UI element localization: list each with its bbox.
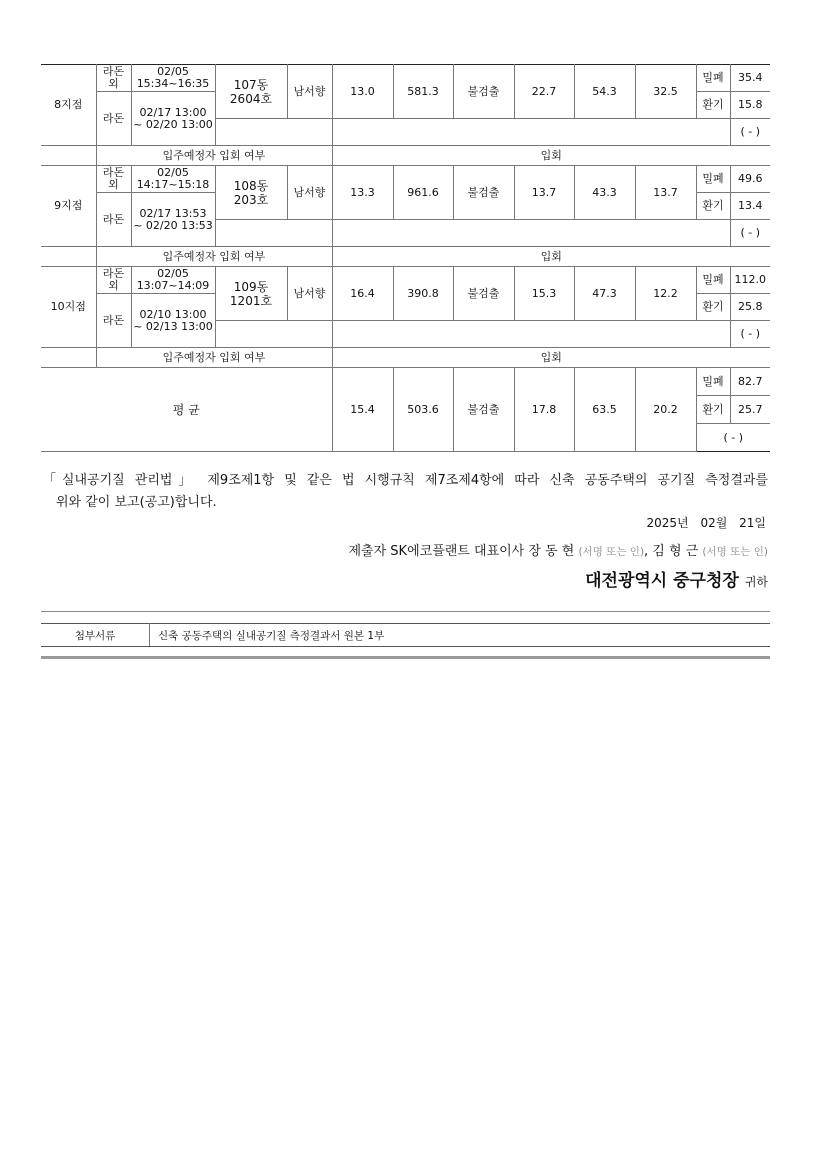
- sample-type: 라돈 외: [96, 267, 131, 294]
- sample-period: 02/17 13:00 ~ 02/20 13:00: [131, 92, 215, 146]
- vent-value: 13.4: [730, 193, 770, 220]
- value-cell: 15.4: [332, 368, 393, 452]
- blank-value: ( - ): [696, 424, 770, 452]
- attend-value: 입회: [332, 247, 770, 267]
- table-row: [41, 65, 770, 92]
- signature-placeholder: (서명 또는 인): [578, 546, 645, 558]
- values-lower: [332, 220, 730, 247]
- value-cell: 13.3: [332, 166, 393, 220]
- divider: [41, 656, 770, 659]
- sample-type: 라돈: [96, 193, 131, 247]
- attend-value: 입회: [332, 146, 770, 166]
- site-name: 10지점: [41, 267, 96, 348]
- table-row: [41, 348, 770, 368]
- value-cell: 불검출: [453, 166, 514, 220]
- unit-cell-lower: [215, 220, 332, 247]
- values-lower: [332, 321, 730, 348]
- vent-label: 환기: [696, 396, 730, 424]
- sample-type: 라돈 외: [96, 166, 131, 193]
- vent-label: 환기: [696, 193, 730, 220]
- value-cell: 20.2: [635, 368, 696, 452]
- closed-label: 밀폐: [696, 267, 730, 294]
- site-name-lower: [41, 348, 96, 368]
- value-cell: 13.7: [514, 166, 574, 220]
- divider: [41, 611, 770, 612]
- unit-cell: 107동 2604호: [215, 65, 287, 119]
- sample-period: 02/05 14:17~15:18: [131, 166, 215, 193]
- sample-type: 라돈: [96, 294, 131, 348]
- table-row: [41, 166, 770, 193]
- value-cell: 13.7: [635, 166, 696, 220]
- value-cell: 22.7: [514, 65, 574, 119]
- average-row: [41, 368, 770, 396]
- value-cell: 390.8: [393, 267, 453, 321]
- closed-value: 82.7: [730, 368, 770, 396]
- closed-value: 112.0: [730, 267, 770, 294]
- attachment-value: 신축 공동주택의 실내공기질 측정결과서 원본 1부: [150, 624, 771, 647]
- value-cell: 961.6: [393, 166, 453, 220]
- sample-type: 라돈: [96, 92, 131, 146]
- measurement-table: [41, 64, 770, 452]
- unit-cell: 108동 203호: [215, 166, 287, 220]
- value-cell: 581.3: [393, 65, 453, 119]
- unit-cell-lower: [215, 119, 332, 146]
- sample-type: 라돈 외: [96, 65, 131, 92]
- statement-line-2: 위와 같이 보고(공고)합니다.: [56, 495, 217, 510]
- average-label: 평 균: [41, 368, 332, 452]
- value-cell: 503.6: [393, 368, 453, 452]
- table-row: [41, 267, 770, 294]
- closed-value: 35.4: [730, 65, 770, 92]
- value-cell: 32.5: [635, 65, 696, 119]
- vent-value: 15.8: [730, 92, 770, 119]
- values-lower: [332, 119, 730, 146]
- attend-label: 입주예정자 입회 여부: [96, 348, 332, 368]
- report-date: 2025년 02월 21일: [646, 516, 766, 530]
- site-name: 9지점: [41, 166, 96, 247]
- value-cell: 12.2: [635, 267, 696, 321]
- statement-line-1: 「실내공기질 관리법」 제9조제1항 및 같은 법 시행규칙 제7조제4항에 따라 신축 공동주택의 공기질 측정결과를: [43, 473, 768, 488]
- office-name: 대전광역시 중구청장: [585, 571, 739, 591]
- submitter-name: 제출자 SK에코플랜트 대표이사 장 동 현: [348, 544, 575, 559]
- value-cell: 불검출: [453, 267, 514, 321]
- blank-value: ( - ): [730, 119, 770, 146]
- site-name-lower: [41, 146, 96, 166]
- attachment-label: 첨부서류: [41, 624, 150, 647]
- sample-period: 02/05 13:07~14:09: [131, 267, 215, 294]
- vent-value: 25.7: [730, 396, 770, 424]
- closed-value: 49.6: [730, 166, 770, 193]
- signature-placeholder: (서명 또는 인): [702, 546, 768, 558]
- direction-cell: 남서향: [287, 267, 332, 321]
- value-cell: 16.4: [332, 267, 393, 321]
- table-row: [41, 146, 770, 166]
- sample-period: 02/05 15:34~16:35: [131, 65, 215, 92]
- attend-label: 입주예정자 입회 여부: [96, 146, 332, 166]
- value-cell: 불검출: [453, 368, 514, 452]
- recipient-office: [585, 566, 768, 591]
- value-cell: 63.5: [574, 368, 635, 452]
- closed-label: 밀폐: [696, 368, 730, 396]
- value-cell: 43.3: [574, 166, 635, 220]
- site-name-lower: [41, 247, 96, 267]
- direction-cell: 남서향: [287, 166, 332, 220]
- vent-value: 25.8: [730, 294, 770, 321]
- sample-period: 02/10 13:00 ~ 02/13 13:00: [131, 294, 215, 348]
- sample-period: 02/17 13:53 ~ 02/20 13:53: [131, 193, 215, 247]
- value-cell: 15.3: [514, 267, 574, 321]
- value-cell: 17.8: [514, 368, 574, 452]
- site-name: 8지점: [41, 65, 96, 146]
- value-cell: 불검출: [453, 65, 514, 119]
- value-cell: 13.0: [332, 65, 393, 119]
- closed-label: 밀폐: [696, 166, 730, 193]
- attend-value: 입회: [332, 348, 770, 368]
- office-suffix: 귀하: [744, 575, 768, 589]
- vent-label: 환기: [696, 92, 730, 119]
- attend-label: 입주예정자 입회 여부: [96, 247, 332, 267]
- table-row: [41, 247, 770, 267]
- direction-cell: 남서향: [287, 65, 332, 119]
- attachment-table: [41, 623, 770, 647]
- unit-cell: 109동 1201호: [215, 267, 287, 321]
- value-cell: 47.3: [574, 267, 635, 321]
- submitter: [349, 540, 769, 559]
- submitter-second: , 김 형 근: [644, 544, 699, 559]
- closed-label: 밀폐: [696, 65, 730, 92]
- vent-label: 환기: [696, 294, 730, 321]
- blank-value: ( - ): [730, 220, 770, 247]
- blank-value: ( - ): [730, 321, 770, 348]
- unit-cell-lower: [215, 321, 332, 348]
- value-cell: 54.3: [574, 65, 635, 119]
